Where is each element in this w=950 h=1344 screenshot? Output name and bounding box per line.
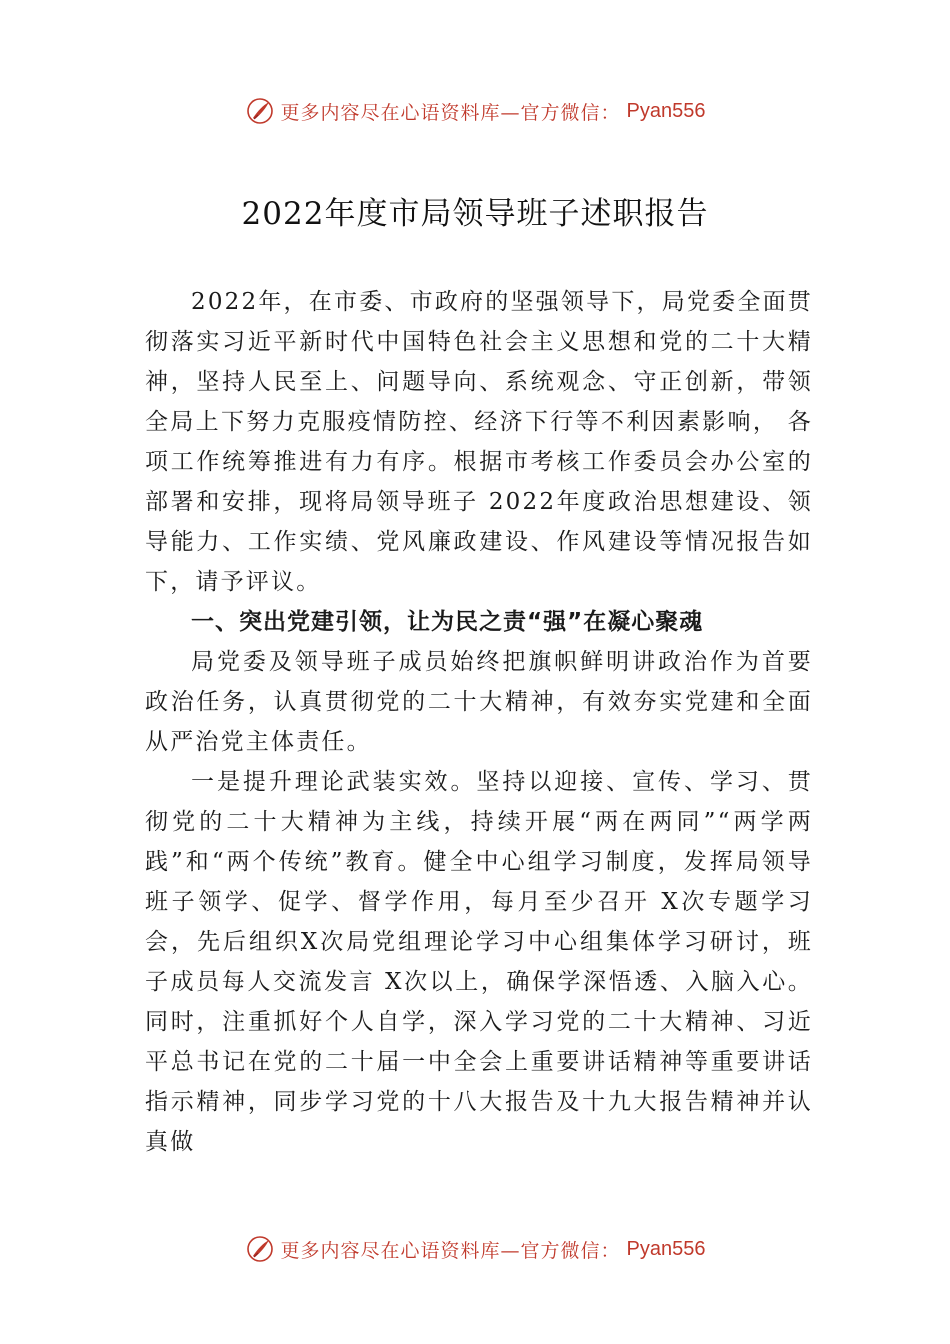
watermark-text: 更多内容尽在心语资料库—官方微信：: [280, 101, 621, 124]
quill-logo-icon: [245, 1234, 275, 1264]
document-body: [145, 282, 813, 1162]
section-heading: 一、突出党建引领，让为民之责“强”在凝心聚魂: [191, 609, 704, 635]
document-title: 2022年度市局领导班子述职报告: [241, 196, 709, 232]
watermark-wechat-id: Pyan556: [626, 99, 706, 122]
section-point-paragraph: 一是提升理论武装实效。坚持以迎接、宣传、学习、贯彻党的二十大精神为主线，持续开展“两在两同”“两学两践”和“两个传统”教育。健全中心组学习制度，发挥局领导班子领学、促学、督学作用，每月至少召开 X次专题学习会，先后组织X次局党组理论学习中心组集体学习研讨，班子成员每人交流发言 X次以上，确保学深悟透、入脑入心。同时，注重抓好个人自学，深入学习党的二十大精神、习近平总书记在党的二十届一中全会上重要讲话精神等重要讲话指示精神，同步学习党的十八大报告及十九大报告精神并认真做: [145, 769, 813, 1155]
watermark-text: 更多内容尽在心语资料库—官方微信：: [280, 1239, 621, 1262]
quill-logo-icon: [245, 96, 275, 126]
watermark-banner-top: [0, 96, 950, 126]
section-paragraph: 局党委及领导班子成员始终把旗帜鲜明讲政治作为首要政治任务，认真贯彻党的二十大精神，有效夯实党建和全面从严治党主体责任。: [145, 649, 813, 755]
intro-paragraph: 2022年，在市委、市政府的坚强领导下，局党委全面贯彻落实习近平新时代中国特色社会主义思想和党的二十大精神，坚持人民至上、问题导向、系统观念、守正创新，带领全局上下努力克服疫情防控、经济下行等不利因素影响， 各项工作统筹推进有力有序。根据市考核工作委员会办公室的部署和安排，现将局领导班子 2022年度政治思想建设、领导能力、工作实绩、党风廉政建设、作风建设等情况报告如下，请予评议。: [145, 289, 813, 595]
watermark-wechat-id: Pyan556: [626, 1237, 706, 1260]
watermark-banner-bottom: [0, 1234, 950, 1264]
